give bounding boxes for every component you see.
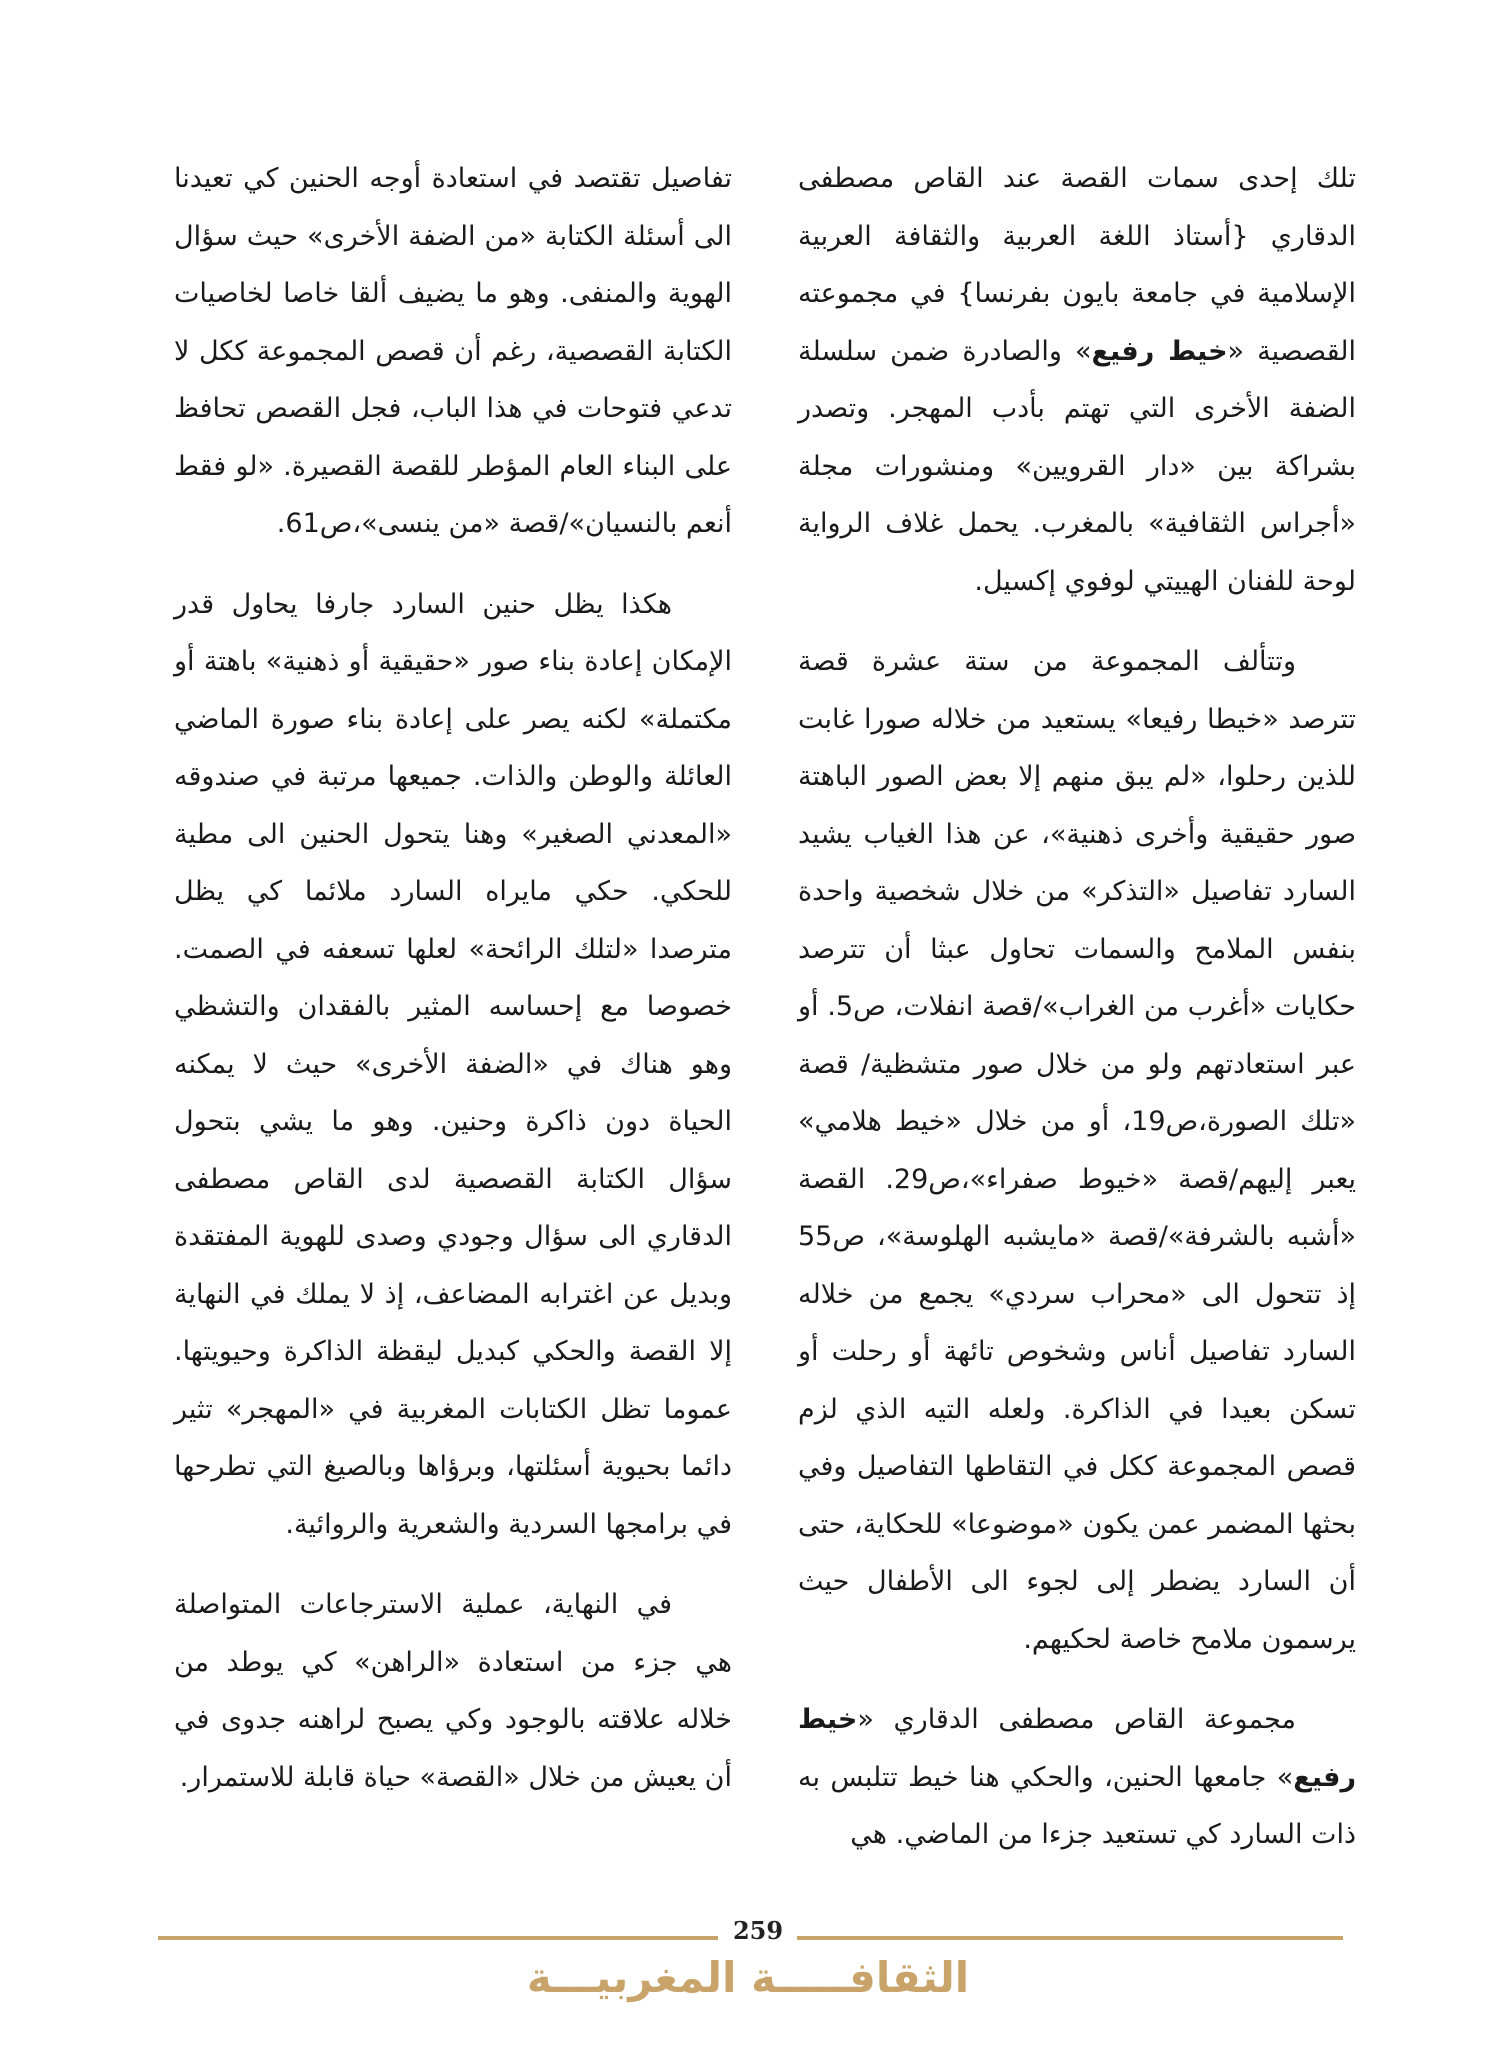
text-run: تلك إحدى سمات القصة عند القاص مصطفى الدقاري {أستاذ اللغة العربية والثقافة العربية الإسلامية في جامعة بايون بفرنسا} في مجموعته القصصية «	[798, 163, 1356, 367]
text-run: » جامعها الحنين، والحكي هنا خيط تتلبس به ذات السارد كي تستعيد جزءا من الماضي. هي	[798, 1761, 1356, 1850]
magazine-title: الثقافـــــة المغربيـــة	[526, 1953, 970, 2002]
article-column-right	[798, 150, 1356, 1887]
text-run: مجموعة القاص مصطفى الدقاري «	[857, 1704, 1296, 1735]
paragraph	[798, 1691, 1356, 1864]
footer-divider-right	[797, 1936, 1343, 1940]
book-title-bold: خيط رفيع	[1091, 335, 1228, 367]
paragraph: في النهاية، عملية الاسترجاعات المتواصلة هي جزء من استعادة «الراهن» كي يوطد من خلاله علاقته بالوجود وكي يصبح لراهنه جدوى في أن يعيش من خلال «القصة» حياة قابلة للاستمرار.	[174, 1589, 732, 1793]
book-title-bold: خيط رفيع	[798, 1704, 1356, 1793]
footer-divider-left	[158, 1936, 718, 1940]
paragraph: وتتألف المجموعة من ستة عشرة قصة تترصد «خيطا رفيعا» يستعيد من خلاله صورا غابت للذين رحلوا، «لم يبق منهم إلا بعض الصور الباهتة صور حقيقية وأخرى ذهنية»، عن هذا الغياب يشيد السارد تفاصيل «التذكر» من خلال شخصية واحدة بنفس الملامح والسمات تحاول عبثا أن تترصد حكايات «أغرب من الغراب»/قصة انفلات، ص5. أو عبر استعادتهم ولو من خلال صور متشظية/ قصة «تلك الصورة،ص19، أو من خلال «خيط هلامي» يعبر إليهم/قصة «خيوط صفراء»،ص29. القصة «أشبه بالشرفة»/قصة «مايشبه الهلوسة»، ص55 إذ تتحول الى «محراب سردي» يجمع من خلاله السارد تفاصيل أناس وشخوص تائهة أو رحلت أو تسكن بعيدا في الذاكرة. ولعله التيه الذي لزم قصص المجموعة ككل في التقاطها التفاصيل وفي بحثها المضمر عمن يكون «موضوعا» للحكاية، حتى أن السارد يضطر إلى لجوء الى الأطفال حيث يرسمون ملامح خاصة لحكيهم.	[798, 646, 1357, 1655]
article-column-left	[174, 150, 732, 1829]
text-run: » والصادرة ضمن سلسلة الضفة الأخرى التي تهتم بأدب المهجر. وتصدر بشراكة بين «دار القرويين» ومنشورات مجلة «أجراس الثقافية» بالمغرب. يحمل غلاف الرواية لوحة للفنان الهييتي لوفوي إكسيل.	[798, 335, 1356, 597]
page-number: 259	[732, 1916, 784, 1945]
paragraph: هكذا يظل حنين السارد جارفا يحاول قدر الإمكان إعادة بناء صور «حقيقية أو ذهنية» باهتة أو مكتملة» لكنه يصر على إعادة بناء صورة الماضي العائلة والوطن والذات. جميعها مرتبة في صندوقه «المعدني الصغير» وهنا يتحول الحنين الى مطية للحكي. حكي مايراه السارد ملائما كي يظل مترصدا «لتلك الرائحة» لعلها تسعفه في الصمت. خصوصا مع إحساسه المثير بالفقدان والتشظي وهو هناك في «الضفة الأخرى» حيث لا يمكنه الحياة دون ذاكرة وحنين. وهو ما يشي بتحول سؤال الكتابة القصصية لدى القاص مصطفى الدقاري الى سؤال وجودي وصدى للهوية المفتقدة وبديل عن اغترابه المضاعف، إذ لا يملك في النهاية إلا القصة والحكي كبديل ليقظة الذاكرة وحيويتها. عموما تظل الكتابات المغربية في «المهجر» تثير دائما بحيوية أسئلتها، وبرؤاها وبالصيغ التي تطرحها في برامجها السردية والشعرية والروائية.	[174, 588, 732, 1540]
paragraph: تفاصيل تقتصد في استعادة أوجه الحنين كي تعيدنا الى أسئلة الكتابة «من الضفة الأخرى» حيث سؤال الهوية والمنفى. وهو ما يضيف ألقا خاصا لخاصيات الكتابة القصصية، رغم أن قصص المجموعة ككل لا تدعي فتوحات في هذا الباب، فجل القصص تحافظ على البناء العام المؤطر للقصة القصيرة. «لو فقط أنعم بالنسيان»/قصة «من ينسى»،ص61.	[174, 163, 732, 539]
paragraph	[798, 150, 1356, 610]
